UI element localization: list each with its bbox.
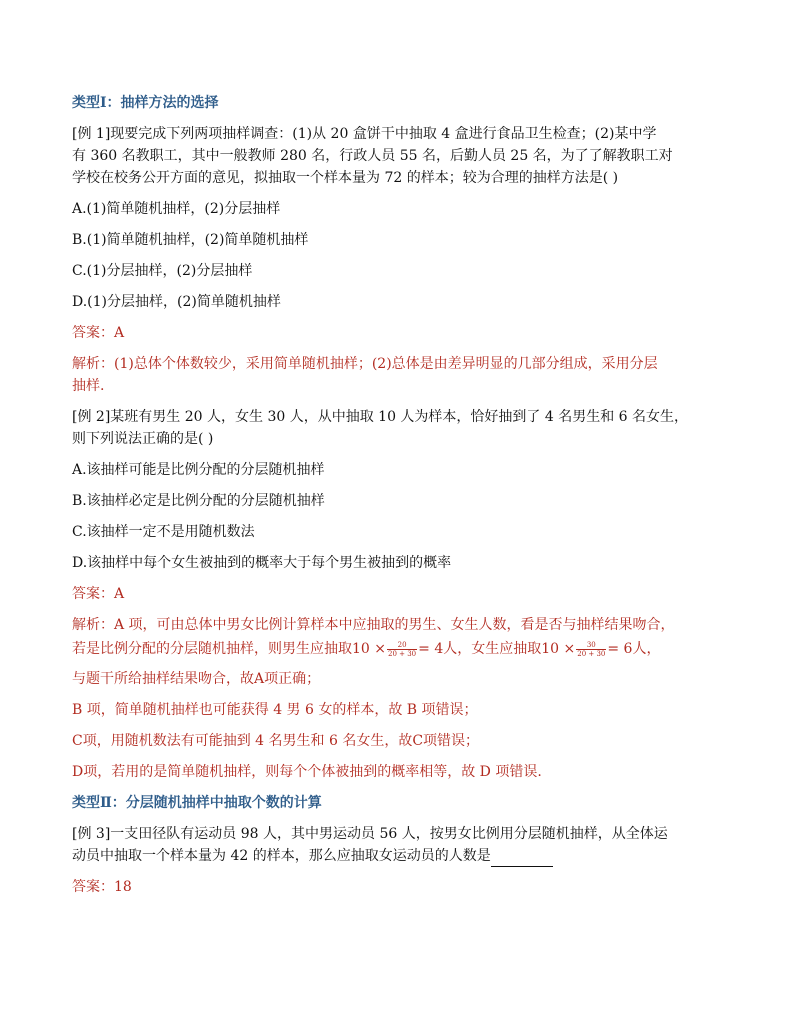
fraction-female — [576, 641, 606, 658]
fraction-denominator: 20 + 30 — [577, 649, 606, 658]
example-2-answer: 答案：A — [72, 586, 125, 602]
example-1-line: 学校在校务公开方面的意见，拟抽取一个样本量为 72 的样本；较为合理的抽样方法是( ) — [72, 170, 619, 186]
example-1-line: 有 360 名教职工，其中一般教师 280 名，行政人员 55 名，后勤人员 25 名，为了了解教职工对 — [72, 148, 673, 164]
formula-prefix: 若是比例分配的分层随机抽样，则男生应抽取 — [72, 641, 352, 657]
analysis-line: 解析：(1)总体个体数较少，采用简单随机抽样；(2)总体是由差异明显的几部分组成，采用分层 — [72, 356, 658, 372]
example-1-question — [72, 123, 732, 189]
example-1-analysis — [72, 353, 732, 397]
formula-male-result: = 4 — [418, 641, 444, 657]
formula-middle: 人，女生应抽取 — [443, 641, 542, 657]
fraction-numerator: 20 — [387, 641, 417, 650]
example-2-option-b: B.该抽样必定是比例分配的分层随机抽样 — [72, 493, 325, 509]
example-1-option-d: D.(1)分层抽样，(2)简单随机抽样 — [72, 294, 281, 310]
analysis-line: D项，若用的是简单随机抽样，则每个个体被抽到的概率相等，故 D 项错误. — [72, 764, 542, 780]
example-2-option-a: A.该抽样可能是比例分配的分层随机抽样 — [72, 462, 325, 478]
analysis-line: 抽样. — [72, 378, 105, 394]
type2-heading: 类型Ⅱ：分层随机抽样中抽取个数的计算 — [72, 795, 322, 811]
analysis-line: B 项，简单随机抽样也可能获得 4 男 6 女的样本，故 B 项错误； — [72, 702, 478, 718]
example-3-line-with-blank — [72, 845, 732, 867]
fraction-denominator: 20 + 30 — [388, 649, 417, 658]
example-1-answer: 答案：A — [72, 325, 125, 341]
analysis-line: 与题干所给抽样结果吻合，故A项正确； — [72, 671, 321, 687]
example-1-line: [例 1]现要完成下列两项抽样调查：(1)从 20 盒饼干中抽取 4 盒进行食品卫生检查；(2)某中学 — [72, 126, 657, 142]
example-1-option-a: A.(1)简单随机抽样，(2)分层抽样 — [72, 201, 281, 217]
analysis-formula-line — [72, 636, 732, 662]
example-2-line: 则下列说法正确的是( ) — [72, 431, 214, 447]
analysis-line: C项，用随机数法有可能抽到 4 名男生和 6 名女生，故C项错误； — [72, 733, 480, 749]
example-1-option-c: C.(1)分层抽样，(2)分层抽样 — [72, 263, 253, 279]
example-2-analysis — [72, 614, 732, 783]
example-1-option-b: B.(1)简单随机抽样，(2)简单随机抽样 — [72, 232, 309, 248]
example-3-question — [72, 823, 732, 867]
example-2-question — [72, 406, 732, 450]
example-3-line: [例 3]一支田径队有运动员 98 人，其中男运动员 56 人，按男女比例用分层随机抽样，从全体运 — [72, 826, 668, 842]
example-2-option-c: C.该抽样一定不是用随机数法 — [72, 524, 255, 540]
formula-female-lhs: 10 × — [541, 641, 576, 657]
fraction-male — [387, 641, 417, 658]
formula-suffix: 人， — [632, 641, 661, 657]
example-2-line: [例 2]某班有男生 20 人，女生 30 人，从中抽取 10 人为样本，恰好抽到了 4 名男生和 6 名女生， — [72, 409, 689, 425]
analysis-line: 解析：A 项，可由总体中男女比例计算样本中应抽取的男生、女生人数，看是否与抽样结果吻合， — [72, 617, 675, 633]
example-2-option-d: D.该抽样中每个女生被抽到的概率大于每个男生被抽到的概率 — [72, 555, 452, 571]
worksheet-page — [72, 92, 732, 898]
formula-male-lhs: 10 × — [352, 641, 386, 657]
formula-female-result: = 6 — [607, 641, 633, 657]
type1-heading: 类型Ⅰ：抽样方法的选择 — [72, 95, 219, 111]
example-3-answer: 答案：18 — [72, 879, 132, 895]
example-3-text: 动员中抽取一个样本量为 42 的样本，那么应抽取女运动员的人数是 — [72, 848, 491, 864]
answer-blank — [491, 852, 553, 867]
fraction-numerator: 30 — [576, 641, 606, 650]
